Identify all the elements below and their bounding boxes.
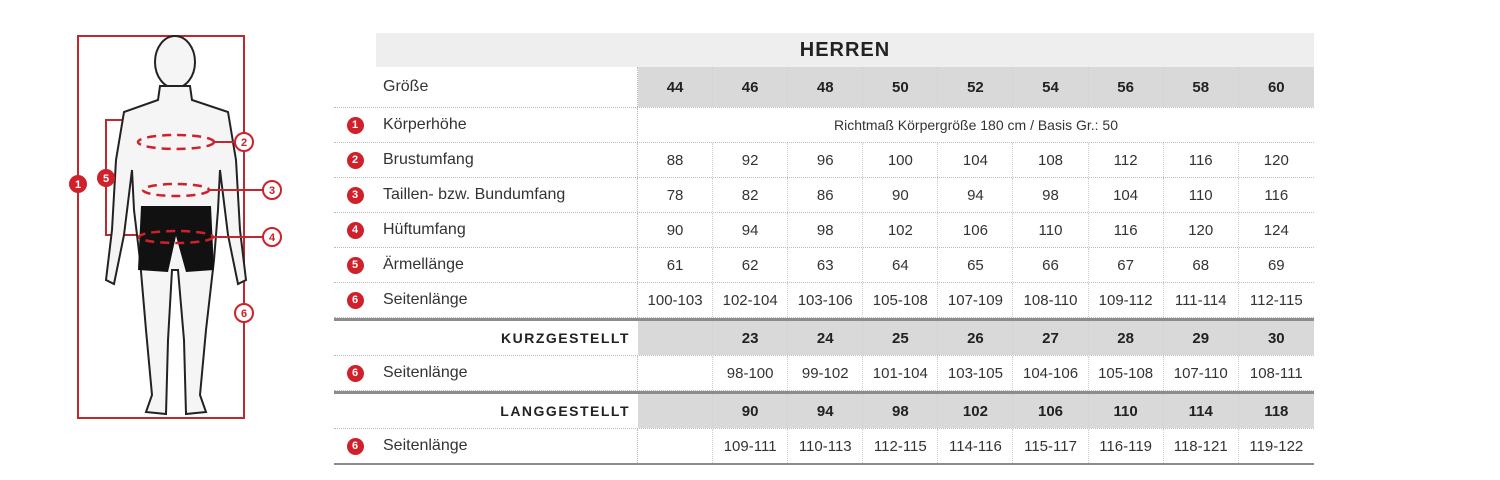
size-cell: 98 <box>863 394 938 428</box>
figure-marker-5 <box>97 169 115 187</box>
table-cell: 116 <box>1089 213 1164 247</box>
size-cell: 94 <box>788 394 863 428</box>
size-cell: 110 <box>1089 394 1164 428</box>
table-cell: 108 <box>1013 143 1088 177</box>
size-cell: 90 <box>713 394 788 428</box>
size-cell: 118 <box>1239 394 1314 428</box>
table-cell: 94 <box>713 213 788 247</box>
table-cell: 108-111 <box>1249 364 1303 382</box>
row-number-badge: 6 <box>347 365 364 382</box>
table-cell: 103-106 <box>788 283 863 317</box>
table-cell: 112-115 <box>863 429 938 463</box>
table-cell: 100 <box>863 143 938 177</box>
figure-marker-2 <box>235 133 253 151</box>
table-cell: 120 <box>1263 151 1289 169</box>
table-cell: 105-108 <box>1089 356 1164 390</box>
svg-text:1: 1 <box>74 179 82 191</box>
table-row <box>334 429 1314 465</box>
size-cell: 44 <box>638 67 713 107</box>
langgestellt-header-row <box>334 391 1314 429</box>
size-cell: 26 <box>938 321 1013 355</box>
table-cell: 109-112 <box>1089 283 1164 317</box>
table-cell: 102 <box>863 213 938 247</box>
row-label: Ärmellänge <box>376 248 638 282</box>
size-cell: 48 <box>788 67 863 107</box>
table-cell: 68 <box>1164 248 1239 282</box>
row-label: Hüftumfang <box>376 213 638 247</box>
row-number-badge: 5 <box>347 257 364 274</box>
body-measurement-figure <box>0 0 320 480</box>
svg-text:3: 3 <box>268 185 276 197</box>
table-cell: 109-111 <box>713 429 788 463</box>
table-cell: 107-109 <box>938 283 1013 317</box>
row-number-badge: 6 <box>347 438 364 455</box>
row-label: Seitenlänge <box>376 429 638 463</box>
table-cell: 110 <box>1013 213 1088 247</box>
size-cell: 27 <box>1013 321 1088 355</box>
size-cell: 102 <box>938 394 1013 428</box>
size-cell: 54 <box>1013 67 1088 107</box>
table-cell: 107-110 <box>1164 356 1239 390</box>
row-label: Taillen- bzw. Bundumfang <box>376 178 638 212</box>
body-height-note: Richtmaß Körpergröße 180 cm / Basis Gr.: 50 <box>834 117 1118 133</box>
table-cell: 101-104 <box>863 356 938 390</box>
size-cell: 60 <box>1239 67 1314 107</box>
figure-marker-4 <box>263 228 281 246</box>
table-cell: 120 <box>1164 213 1239 247</box>
size-cell: 58 <box>1164 67 1239 107</box>
size-cell: 30 <box>1239 321 1314 355</box>
table-cell: 114-116 <box>938 429 1013 463</box>
size-cell: 23 <box>713 321 788 355</box>
row-label: Seitenlänge <box>376 356 638 390</box>
size-cell: 29 <box>1164 321 1239 355</box>
size-header-row <box>334 67 1314 108</box>
size-cell: 52 <box>938 67 1013 107</box>
table-row <box>334 356 1314 391</box>
table-cell: 90 <box>638 213 713 247</box>
table-cell: 118-121 <box>1164 429 1239 463</box>
table-cell: 112-115 <box>1249 291 1303 309</box>
table-cell: 124 <box>1263 221 1289 239</box>
size-cell: 24 <box>788 321 863 355</box>
row-number-badge: 3 <box>347 187 364 204</box>
table-cell: 98 <box>788 213 863 247</box>
table-row <box>334 108 1314 143</box>
table-cell: 116 <box>1164 143 1239 177</box>
table-cell: 94 <box>938 178 1013 212</box>
table-cell: 111-114 <box>1164 283 1239 317</box>
table-row <box>334 213 1314 248</box>
size-cell: 25 <box>863 321 938 355</box>
table-cell: 82 <box>713 178 788 212</box>
size-cell: 46 <box>713 67 788 107</box>
table-cell: 104 <box>1089 178 1164 212</box>
table-cell: 63 <box>788 248 863 282</box>
table-cell: 112 <box>1089 143 1164 177</box>
row-number-badge: 4 <box>347 222 364 239</box>
table-cell: 115-117 <box>1013 429 1088 463</box>
table-cell: 110-113 <box>788 429 863 463</box>
table-cell: 100-103 <box>638 283 713 317</box>
size-cell: 50 <box>863 67 938 107</box>
table-cell: 86 <box>788 178 863 212</box>
size-chart <box>334 33 1314 465</box>
figure-marker-6 <box>235 304 253 322</box>
table-cell: 99-102 <box>788 356 863 390</box>
size-cell: 114 <box>1164 394 1239 428</box>
row-number-badge: 2 <box>347 152 364 169</box>
table-row <box>334 143 1314 178</box>
row-label: Seitenlänge <box>376 283 638 317</box>
table-cell: 104 <box>938 143 1013 177</box>
section-label-lang: LANGGESTELLT <box>500 403 630 419</box>
table-cell: 116-119 <box>1089 429 1164 463</box>
table-cell: 92 <box>713 143 788 177</box>
size-cell: 106 <box>1013 394 1088 428</box>
row-label: Körperhöhe <box>376 108 638 142</box>
row-number-badge: 1 <box>347 117 364 134</box>
table-cell: 62 <box>713 248 788 282</box>
size-label: Größe <box>376 67 638 107</box>
table-cell: 110 <box>1164 178 1239 212</box>
table-cell: 78 <box>638 178 713 212</box>
table-cell: 67 <box>1089 248 1164 282</box>
table-row <box>334 248 1314 283</box>
table-cell: 119-122 <box>1249 437 1304 455</box>
section-label-kurz: KURZGESTELLT <box>501 330 630 346</box>
table-cell: 103-105 <box>938 356 1013 390</box>
svg-text:2: 2 <box>240 137 248 149</box>
table-cell: 98 <box>1013 178 1088 212</box>
table-cell: 90 <box>863 178 938 212</box>
kurzgestellt-header-row <box>334 318 1314 356</box>
table-cell: 61 <box>638 248 713 282</box>
row-number-badge: 6 <box>347 292 364 309</box>
table-cell: 88 <box>638 143 713 177</box>
table-cell: 66 <box>1013 248 1088 282</box>
table-cell: 64 <box>863 248 938 282</box>
table-row <box>334 178 1314 213</box>
table-cell: 108-110 <box>1013 283 1088 317</box>
svg-text:6: 6 <box>240 308 248 320</box>
figure-marker-1 <box>69 175 87 193</box>
table-cell: 116 <box>1264 186 1289 204</box>
table-cell: 69 <box>1267 256 1285 274</box>
table-cell: 106 <box>938 213 1013 247</box>
size-cell: 28 <box>1089 321 1164 355</box>
table-cell: 98-100 <box>713 356 788 390</box>
table-cell: 102-104 <box>713 283 788 317</box>
figure-marker-3 <box>263 181 281 199</box>
table-cell: 96 <box>788 143 863 177</box>
table-cell: 104-106 <box>1013 356 1088 390</box>
size-cell: 56 <box>1089 67 1164 107</box>
svg-text:4: 4 <box>268 232 276 244</box>
table-cell: 105-108 <box>863 283 938 317</box>
svg-text:5: 5 <box>102 173 110 185</box>
table-cell: 65 <box>938 248 1013 282</box>
table-row <box>334 283 1314 318</box>
row-label: Brustumfang <box>376 143 638 177</box>
chart-title: HERREN <box>376 33 1314 67</box>
